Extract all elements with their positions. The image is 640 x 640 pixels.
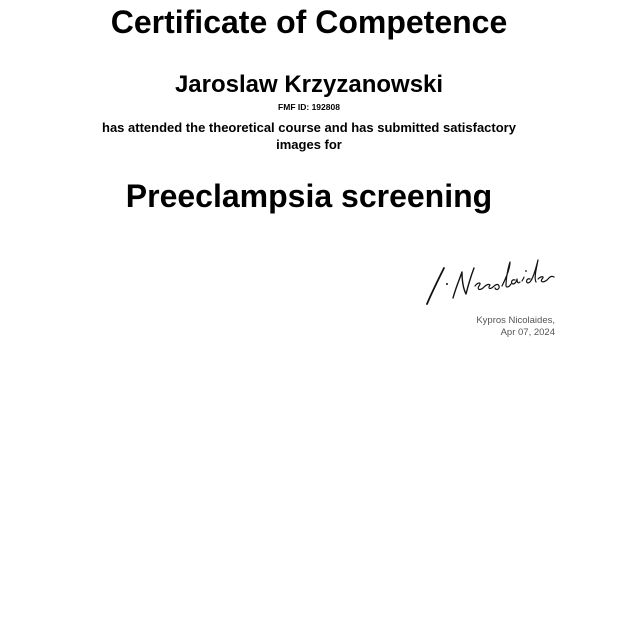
fmf-id: FMF ID: 192808 [278, 102, 340, 112]
handwritten-signature-icon [418, 242, 560, 312]
signer-name: Kypros Nicolaides, [476, 315, 555, 326]
completion-statement: has attended the theoretical course and has submitted satisfactory images for [102, 120, 516, 152]
signature-date: Apr 07, 2024 [500, 327, 555, 338]
course-name: Preeclampsia screening [125, 178, 493, 214]
certificate-title: Certificate of Competence [110, 4, 508, 40]
recipient-name: Jaroslaw Krzyzanowski [174, 71, 444, 98]
